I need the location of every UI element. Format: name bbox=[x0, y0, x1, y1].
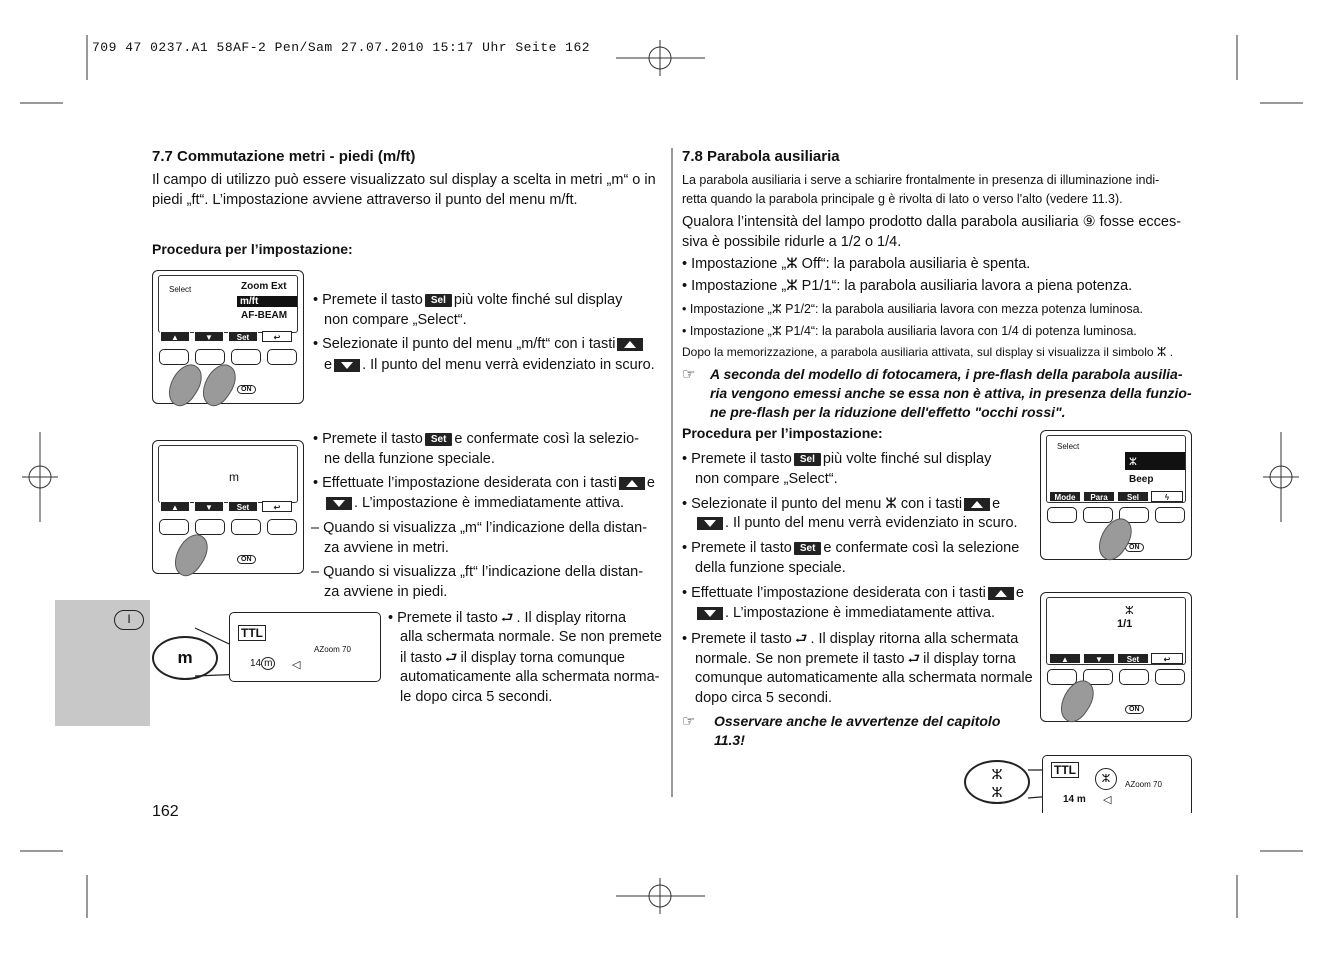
sel-key-label: Sel bbox=[1117, 491, 1149, 502]
device-button-3[interactable] bbox=[1119, 669, 1149, 685]
para-2-line-1: Qualora l’intensità del lampo prodotto dalla parabola ausiliaria ⑨ fosse ecces- bbox=[682, 214, 1182, 230]
return-key-icon: ↩ bbox=[262, 501, 292, 512]
up-key-icon: ▲ bbox=[160, 501, 190, 512]
para-key-label: Para bbox=[1083, 491, 1115, 502]
screen-select-label: Select bbox=[169, 285, 192, 294]
speaker-icon: ◁ bbox=[292, 659, 301, 671]
page-number: 162 bbox=[152, 803, 179, 820]
aux-reflector-icon: ⵣ bbox=[1095, 768, 1117, 790]
flash-key-icon: ϟ bbox=[1151, 491, 1183, 502]
step-5-cont-4: le dopo circa 5 secondi. bbox=[400, 689, 553, 705]
menu-item-beep: Beep bbox=[1129, 474, 1154, 485]
setting-p1-2: • Impostazione „ⵣ P1/2“: la parabola ausiliaria lavora con mezza potenza luminosa. bbox=[682, 302, 1144, 316]
normal-display-illustration-2 bbox=[1042, 755, 1192, 813]
step-4-cont: . L’impostazione è immediatamente attiva. bbox=[324, 493, 624, 513]
device-button-3[interactable] bbox=[231, 519, 261, 535]
flash-device-illustration-3 bbox=[1040, 430, 1192, 560]
step-5-cont-2: il tasto ⮐ il display torna comunque bbox=[400, 649, 625, 666]
r-step-5: • Premete il tasto ⮐ . Il display ritorna alla schermata bbox=[682, 630, 1019, 647]
on-switch-label: ON bbox=[1125, 705, 1144, 714]
procedure-heading-right: Procedura per l’impostazione: bbox=[682, 425, 883, 441]
final-note-1: Osservare anche le avvertenze del capitolo bbox=[714, 713, 1001, 729]
down-arrow-key-icon bbox=[326, 497, 352, 510]
up-arrow-key-icon bbox=[617, 338, 643, 351]
screen-unit-m: m bbox=[229, 470, 239, 484]
screen-select-label: Select bbox=[1057, 442, 1080, 451]
set-key-icon: Set bbox=[794, 542, 822, 555]
step-5-cont-1: alla schermata normale. Se non premete bbox=[400, 629, 662, 645]
up-arrow-key-icon bbox=[619, 477, 645, 490]
zoom-value: AZoom 70 bbox=[314, 645, 351, 654]
mode-key-label: Mode bbox=[1049, 491, 1081, 502]
warning-line-3: ne pre-flash per la riduzione dell'effetto "occhi rossi". bbox=[710, 404, 1066, 420]
r-step-1: • Premete il tasto Sel più volte finché sul display bbox=[682, 451, 992, 467]
set-key-label: Set bbox=[228, 331, 258, 342]
note-metres-1: – Quando si visualizza „m“ l’indicazione della distan- bbox=[311, 520, 648, 536]
r-step-4-cont: . L’impostazione è immediatamente attiva. bbox=[695, 603, 995, 623]
device-screen bbox=[158, 275, 298, 333]
aux-reflector-icon: ⵣ bbox=[786, 256, 798, 272]
pointing-hand-icon: ☞ bbox=[682, 366, 696, 383]
down-arrow-key-icon bbox=[334, 359, 360, 372]
set-key-icon: Set bbox=[425, 433, 453, 446]
aux-reflector-icon: ⵣ bbox=[771, 324, 782, 338]
setting-off: • Impostazione „ⵣ Off“: la parabola ausiliaria è spenta. bbox=[682, 256, 1031, 272]
r-step-2: • Selezionate il punto del menu ⵣ con i tasti e bbox=[682, 496, 1001, 512]
device-button-1[interactable] bbox=[1047, 669, 1077, 685]
aux-power-value: 1/1 bbox=[1117, 618, 1133, 630]
zoom-value: AZoom 70 bbox=[1125, 780, 1162, 789]
device-button-2[interactable] bbox=[195, 519, 225, 535]
up-key-icon: ▲ bbox=[1049, 653, 1081, 664]
section-heading-7-7: 7.7 Commutazione metri - piedi (m/ft) bbox=[152, 148, 416, 165]
return-key-icon: ⮐ bbox=[794, 630, 808, 646]
intro-line-1: Il campo di utilizzo può essere visualizzato sul display a scelta in metri „m“ o in bbox=[152, 172, 656, 188]
note-metres-2: za avviene in metri. bbox=[324, 540, 449, 556]
warning-line-2: ria vengono emessi anche se essa non è attiva, in presenza della funzio- bbox=[710, 385, 1192, 401]
speaker-icon: ◁ bbox=[1103, 794, 1112, 806]
step-4-line: • Effettuate l’impostazione desiderata con i tasti e bbox=[313, 475, 655, 491]
r-step-2-cont: . Il punto del menu verrà evidenziato in scuro. bbox=[695, 513, 1018, 533]
step-1-cont: non compare „Select“. bbox=[324, 312, 467, 328]
language-badge: I bbox=[114, 610, 144, 630]
para-2-line-2: siva è possibile ridurle a 1/2 o 1/4. bbox=[682, 234, 902, 250]
r-step-5-cont-1: normale. Se non premete il tasto ⮐ il display torna bbox=[695, 650, 1016, 667]
down-key-icon: ▼ bbox=[1083, 653, 1115, 664]
down-arrow-key-icon bbox=[697, 517, 723, 530]
step-2-line: • Selezionate il punto del menu „m/ft“ con i tasti bbox=[313, 334, 645, 354]
intro-line-2: piedi „ft“. L’impostazione avviene attraverso il punto del menu m/ft. bbox=[152, 192, 578, 208]
step-1-line: • Premete il tasto Sel più volte finché sul display bbox=[313, 292, 623, 308]
unit-callout-circle: m bbox=[152, 636, 218, 680]
device-screen bbox=[1046, 435, 1186, 503]
return-key-icon: ↩ bbox=[1151, 653, 1183, 664]
aux-reflector-icon: ⵣ bbox=[786, 278, 798, 294]
pressing-hand-icon bbox=[161, 359, 209, 411]
down-key-icon: ▼ bbox=[194, 501, 224, 512]
section-heading-7-8: 7.8 Parabola ausiliaria bbox=[682, 148, 840, 165]
warning-line-1: A seconda del modello di fotocamera, i pre-flash della parabola ausilia- bbox=[710, 366, 1183, 382]
pressing-hand-icon bbox=[195, 359, 243, 411]
print-header: 709 47 0237.A1 58AF-2 Pen/Sam 27.07.2010 15:17 Uhr Seite 162 bbox=[92, 40, 591, 55]
pointing-hand-icon: ☞ bbox=[682, 713, 696, 730]
device-button-1[interactable] bbox=[159, 519, 189, 535]
step-2-cont: e . Il punto del menu verrà evidenziato in scuro. bbox=[324, 357, 655, 373]
aux-reflector-icon: ⵣ bbox=[1125, 605, 1134, 617]
flash-device-illustration-1 bbox=[152, 270, 304, 404]
set-key-label: Set bbox=[228, 501, 258, 512]
r-step-3: • Premete il tasto Set e confermate così la selezione bbox=[682, 540, 1020, 556]
return-key-icon: ↩ bbox=[262, 331, 292, 342]
menu-item-m-ft: m/ft bbox=[237, 296, 297, 307]
setting-p1-1: • Impostazione „ⵣ P1/1“: la parabola ausiliaria lavora a piena potenza. bbox=[682, 278, 1133, 294]
memorize-note: Dopo la memorizzazione, a parabola ausiliaria attivata, sul display si visualizza il simbolo ⵣ . bbox=[682, 345, 1174, 359]
down-arrow-key-icon bbox=[697, 607, 723, 620]
step-5-cont-3: automaticamente alla schermata norma- bbox=[400, 669, 660, 685]
aux-reflector-icon: ⵣ bbox=[885, 496, 897, 512]
sel-key-icon: Sel bbox=[794, 453, 821, 466]
device-screen bbox=[1046, 597, 1186, 665]
down-key-icon: ▼ bbox=[194, 331, 224, 342]
device-button-1[interactable] bbox=[1047, 507, 1077, 523]
return-key-icon: ⮐ bbox=[500, 609, 514, 625]
up-arrow-key-icon bbox=[964, 498, 990, 511]
aux-reflector-icon: ⵣ bbox=[1156, 345, 1167, 359]
set-key-label: Set bbox=[1117, 653, 1149, 664]
device-button-4[interactable] bbox=[1155, 669, 1185, 685]
flash-device-illustration-2 bbox=[152, 440, 304, 574]
ttl-symbol: TTL bbox=[238, 625, 266, 641]
distance-value: 14 m bbox=[1063, 794, 1086, 805]
r-step-1-cont: non compare „Select“. bbox=[695, 471, 838, 487]
r-step-5-cont-3: dopo circa 5 secondi. bbox=[695, 690, 833, 706]
normal-display-illustration bbox=[229, 612, 381, 682]
pressing-hand-icon bbox=[167, 529, 215, 581]
device-screen bbox=[158, 445, 298, 503]
on-switch-label: ON bbox=[237, 385, 256, 394]
device-button-4[interactable] bbox=[267, 519, 297, 535]
step-3-line: • Premete il tasto Set e confermate così la selezio- bbox=[313, 431, 639, 447]
return-key-icon: ⮐ bbox=[907, 650, 921, 666]
menu-item-zoom-ext: Zoom Ext bbox=[241, 281, 287, 292]
device-button-2[interactable] bbox=[195, 349, 225, 365]
aux-reflector-icon: ⵣ bbox=[1129, 457, 1137, 468]
r-step-4: • Effettuate l’impostazione desiderata con i tasti e bbox=[682, 585, 1024, 601]
aux-reflector-callout: ⵣ ⵣ bbox=[964, 760, 1030, 804]
r-step-3-cont: della funzione speciale. bbox=[695, 560, 846, 576]
note-feet-2: za avviene in piedi. bbox=[324, 584, 448, 600]
device-button-4[interactable] bbox=[267, 349, 297, 365]
selected-menu-item bbox=[1125, 452, 1185, 470]
sel-key-icon: Sel bbox=[425, 294, 452, 307]
up-arrow-key-icon bbox=[988, 587, 1014, 600]
para-1-line-2: retta quando la parabola principale g è rivolta di lato o verso l'alto (vedere 11.3). bbox=[682, 192, 1123, 206]
note-feet-1: – Quando si visualizza „ft“ l’indicazione della distan- bbox=[311, 564, 644, 580]
on-switch-label: ON bbox=[237, 555, 256, 564]
final-note-2: 11.3! bbox=[714, 732, 745, 748]
setting-p1-4: • Impostazione „ⵣ P1/4“: la parabola ausiliaria lavora con 1/4 di potenza luminosa. bbox=[682, 324, 1137, 338]
return-key-icon: ⮐ bbox=[444, 649, 458, 665]
device-button-2[interactable] bbox=[1083, 507, 1113, 523]
on-switch-label: ON bbox=[1125, 543, 1144, 552]
up-key-icon: ▲ bbox=[160, 331, 190, 342]
device-button-1[interactable] bbox=[159, 349, 189, 365]
flash-device-illustration-4 bbox=[1040, 592, 1192, 722]
procedure-heading: Procedura per l’impostazione: bbox=[152, 241, 353, 257]
menu-item-af-beam: AF-BEAM bbox=[241, 310, 288, 321]
distance-value: 14 m bbox=[250, 658, 275, 669]
step-3-cont: ne della funzione speciale. bbox=[324, 451, 495, 467]
para-1-line-1: La parabola ausiliaria i serve a schiarire frontalmente in presenza di illuminazione indi- bbox=[682, 173, 1160, 187]
ttl-symbol: TTL bbox=[1051, 762, 1079, 778]
distance-unit: m bbox=[261, 657, 275, 670]
device-button-4[interactable] bbox=[1155, 507, 1185, 523]
device-button-3[interactable] bbox=[231, 349, 261, 365]
step-5-line: • Premete il tasto ⮐ . Il display ritorna bbox=[388, 609, 627, 626]
r-step-5-cont-2: comunque automaticamente alla schermata normale bbox=[695, 670, 1033, 686]
aux-reflector-icon: ⵣ bbox=[771, 302, 782, 316]
language-tab bbox=[55, 600, 150, 726]
